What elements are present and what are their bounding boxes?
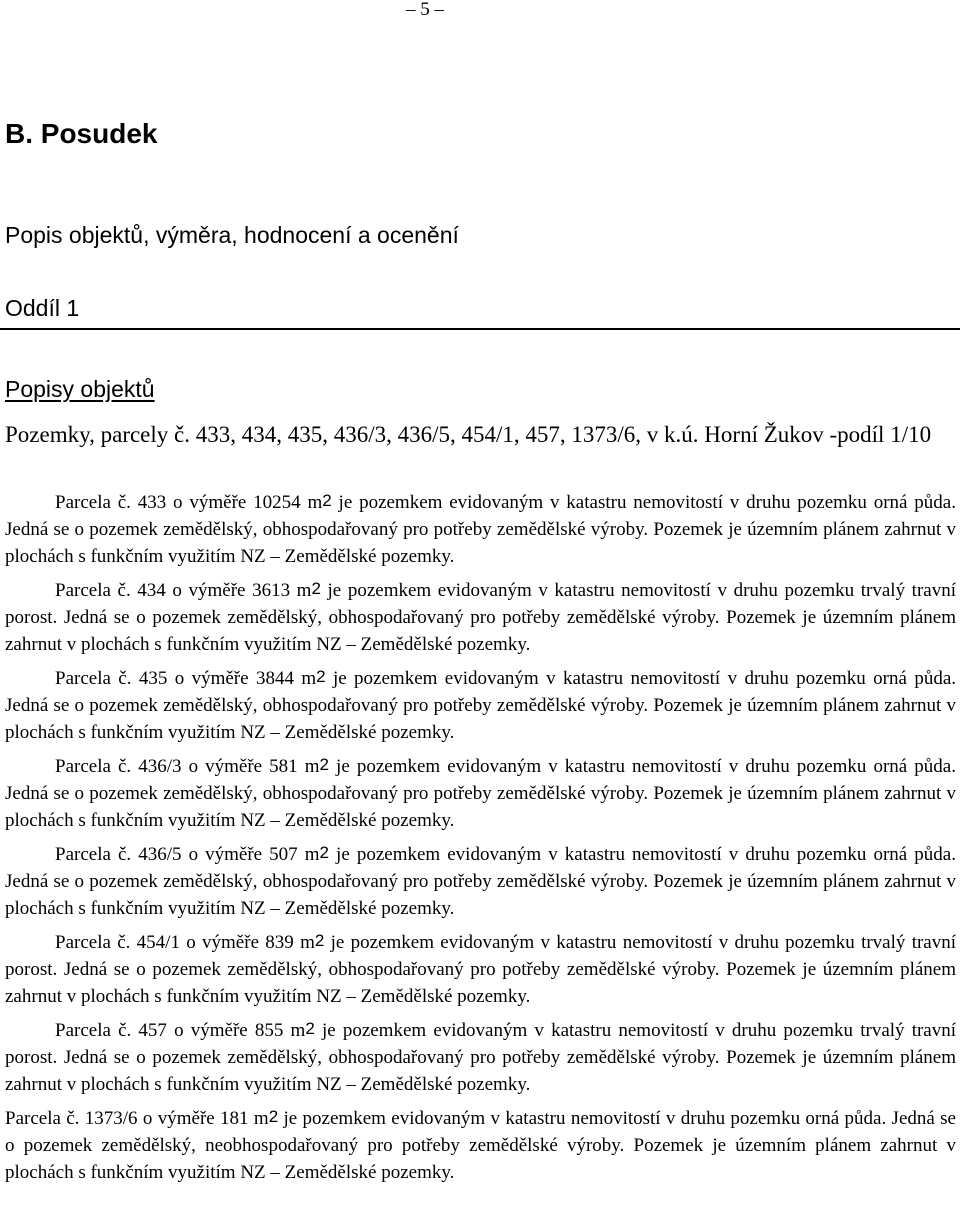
pozemky-heading: Pozemky, parcely č. 433, 434, 435, 436/3, 436/5, 454/1, 457, 1373/6, v k.ú. Horní Žukov -podíl 1/10	[5, 422, 932, 447]
area-unit-exponent: 2	[319, 755, 329, 774]
parcel-text-rest: je pozemkem evidovaným v katastru nemovitostí v druhu pozemku orná půda. Jedná se o pozemek zemědělský, obhospodařovaný pro potřeby zemědělské výroby. Pozemek je územním plánem zahrnut v plochách s funkčním využitím NZ – Zemědělské pozemky.	[5, 492, 956, 567]
parcel-paragraph	[5, 489, 956, 570]
parcel-text-start: Parcela č. 457 o výměře 855 m	[55, 1020, 306, 1041]
section-title: B. Posudek	[5, 118, 158, 149]
parcel-paragraph	[5, 1017, 956, 1098]
parcel-text-rest: je pozemkem evidovaným v katastru nemovitostí v druhu pozemku orná půda. Jedná se o pozemek zemědělský, obhospodařovaný pro potřeby zemědělské výroby. Pozemek je územním plánem zahrnut v plochách s funkčním využitím NZ – Zemědělské pozemky.	[5, 668, 956, 743]
parcel-text-rest: je pozemkem evidovaným v katastru nemovitostí v druhu pozemku trvalý travní porost. Jedná se o pozemek zemědělský, obhospodařovaný pro potřeby zemědělské výroby. Pozemek je územním plánem zahrnut v plochách s funkčním využitím NZ – Zemědělské pozemky.	[5, 580, 957, 655]
parcel-text-start: Parcela č. 454/1 o výměře 839 m	[55, 932, 315, 953]
area-unit-exponent: 2	[319, 843, 329, 862]
page-number: – 5 –	[406, 0, 444, 20]
parcel-paragraph	[5, 577, 956, 658]
parcel-text-rest: je pozemkem evidovaným v katastru nemovitostí v druhu pozemku orná půda. Jedná se o pozemek zemědělský, neobhospodařovaný pro potřeby zemědělské výroby. Pozemek je územním plánem zahrnut v plochách s funkčním využitím NZ – Zemědělské pozemky.	[5, 1108, 956, 1183]
parcel-text-start: Parcela č. 434 o výměře 3613 m	[55, 580, 312, 601]
parcel-list	[5, 489, 956, 1193]
parcel-text-start: Parcela č. 436/3 o výměře 581 m	[55, 756, 320, 777]
area-unit-exponent: 2	[316, 667, 326, 686]
area-unit-exponent: 2	[322, 491, 332, 510]
parcel-text-rest: je pozemkem evidovaným v katastru nemovitostí v druhu pozemku trvalý travní porost. Jedná se o pozemek zemědělský, obhospodařovaný pro potřeby zemědělské výroby. Pozemek je územním plánem zahrnut v plochách s funkčním využitím NZ – Zemědělské pozemky.	[5, 1020, 957, 1095]
parcel-text-rest: je pozemkem evidovaným v katastru nemovitostí v druhu pozemku orná půda. Jedná se o pozemek zemědělský, obhospodařovaný pro potřeby zemědělské výroby. Pozemek je územním plánem zahrnut v plochách s funkčním využitím NZ – Zemědělské pozemky.	[5, 844, 956, 919]
parcel-paragraph	[5, 841, 956, 922]
parcel-paragraph	[5, 753, 956, 834]
popisy-objektu-title: Popisy objektů	[5, 376, 155, 402]
parcel-text-start: Parcela č. 433 o výměře 10254 m	[55, 492, 323, 513]
parcel-paragraph	[5, 665, 956, 746]
parcel-text-rest: je pozemkem evidovaným v katastru nemovitostí v druhu pozemku orná půda. Jedná se o pozemek zemědělský, obhospodařovaný pro potřeby zemědělské výroby. Pozemek je územním plánem zahrnut v plochách s funkčním využitím NZ – Zemědělské pozemky.	[5, 756, 956, 831]
oddil-title: Oddíl 1	[5, 295, 80, 321]
subsection-title: Popis objektů, výměra, hodnocení a ocenění	[5, 222, 459, 248]
parcel-text-start: Parcela č. 436/5 o výměře 507 m	[55, 844, 320, 865]
section-divider	[0, 328, 960, 330]
parcel-paragraph	[5, 1105, 956, 1186]
parcel-text-start: Parcela č. 435 o výměře 3844 m	[55, 668, 317, 689]
area-unit-exponent: 2	[314, 931, 325, 950]
area-unit-exponent: 2	[268, 1107, 279, 1126]
area-unit-exponent: 2	[311, 579, 321, 598]
parcel-paragraph	[5, 929, 956, 1010]
area-unit-exponent: 2	[305, 1019, 315, 1038]
parcel-text-rest: je pozemkem evidovaným v katastru nemovitostí v druhu pozemku trvalý travní porost. Jedná se o pozemek zemědělský, obhospodařovaný pro potřeby zemědělské výroby. Pozemek je územním plánem zahrnut v plochách s funkčním využitím NZ – Zemědělské pozemky.	[5, 932, 957, 1007]
parcel-text-start: Parcela č. 1373/6 o výměře 181 m	[5, 1108, 269, 1129]
